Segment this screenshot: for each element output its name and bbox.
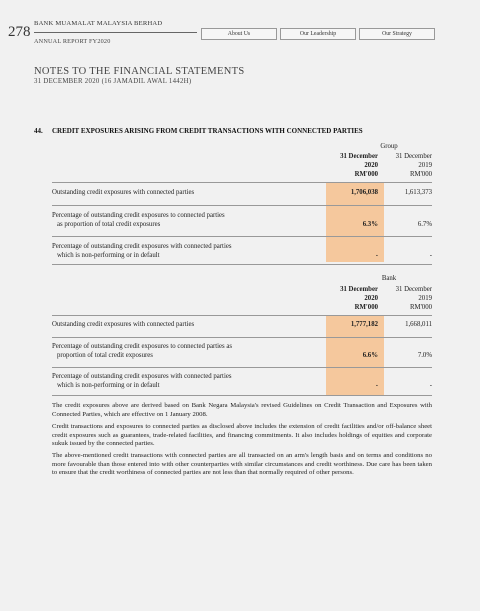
value-prior: 1,613,373 <box>404 189 432 196</box>
row-label-line: Percentage of outstanding credit exposures to connected parties <box>52 212 225 219</box>
page-subtitle: 31 DECEMBER 2020 (16 JAMADIL AWAL 1442H) <box>34 78 192 85</box>
row-label-line: Percentage of outstanding credit exposures to connected parties as <box>52 343 233 350</box>
value-prior: 6.7% <box>417 221 432 228</box>
table-rule <box>52 395 432 396</box>
bank-name: BANK MUAMALAT MALAYSIA BERHAD <box>34 20 163 27</box>
paragraph: Credit transactions and exposures to connected parties as disclosed above includes the extension of credit facilities and/or off-balance sheet credit exposures such as guarantees, trade-related facilities, and financing commitments. It also includes holdings of equities and corporate sukuk issued by the connected parties. <box>52 423 432 448</box>
section-title: CREDIT EXPOSURES ARISING FROM CREDIT TRANSACTIONS WITH CONNECTED PARTIES <box>52 127 363 135</box>
header-current-year <box>318 152 378 179</box>
section-number: 44. <box>34 127 43 135</box>
paragraph: The above-mentioned credit transactions with connected parties are all transacted on an arm's length basis and on terms and conditions no more favourable than those entered into with other counterparties with similar circumstances and credit worthiness. Due care has been taken to ensure that the credit worthiness of connected parties are not less than that normally required of other persons. <box>52 452 432 477</box>
row-label-line: which is non-performing or in default <box>57 251 160 259</box>
row-label-line: which is non-performing or in default <box>57 381 160 389</box>
page-title: NOTES TO THE FINANCIAL STATEMENTS <box>34 66 245 77</box>
value-prior: - <box>429 252 432 259</box>
table-rule <box>52 337 432 338</box>
header-year: 2019 <box>418 295 432 302</box>
header-year: 2019 <box>418 162 432 169</box>
header-unit: RM'000 <box>410 171 432 178</box>
header-divider <box>34 32 197 33</box>
header-date: 31 December <box>340 153 378 160</box>
table-rule <box>52 367 432 368</box>
row-label-line: Outstanding credit exposures with connected parties <box>52 189 195 196</box>
table-rule <box>52 236 432 237</box>
page-number: 278 <box>8 24 31 40</box>
nav-our-leadership[interactable]: Our Leadership <box>280 28 356 40</box>
row-label-line: proportion of total credit exposures <box>57 351 153 359</box>
table-rule <box>52 205 432 206</box>
row-label-line: Percentage of outstanding credit exposures with connected parties <box>52 243 232 250</box>
row-label <box>52 373 232 390</box>
row-label-line: as proportion of total credit exposures <box>57 220 161 228</box>
value-current: 6.6% <box>362 352 378 359</box>
table-group-label: Group <box>380 143 398 150</box>
paragraph: The credit exposures above are derived based on Bank Negara Malaysia's revised Guidelines on Credit Transaction and Exposures with Connected Parties, which are effective on 1 January 2008. <box>52 402 432 418</box>
value-prior: 7.0% <box>417 352 432 359</box>
row-label-line: Percentage of outstanding credit exposures with connected parties <box>52 373 232 380</box>
header-date: 31 December <box>395 286 432 293</box>
row-label-line: Outstanding credit exposures with connected parties <box>52 321 195 328</box>
nav-about-us[interactable]: About Us <box>201 28 277 40</box>
header-unit: RM'000 <box>410 304 432 311</box>
value-current: 6.3% <box>362 221 378 228</box>
header-prior-year <box>372 285 432 312</box>
row-label <box>52 343 232 360</box>
table-group-label: Bank <box>381 275 397 282</box>
value-prior: - <box>429 382 432 389</box>
value-current: 1,777,182 <box>350 321 378 328</box>
report-name: ANNUAL REPORT FY2020 <box>34 38 111 45</box>
header-unit: RM'000 <box>354 171 378 178</box>
header-date: 31 December <box>340 286 378 293</box>
value-current: - <box>375 252 378 259</box>
value-current: 1,706,038 <box>350 189 378 196</box>
header-unit: RM'000 <box>354 304 378 311</box>
header-year: 2020 <box>364 295 378 302</box>
row-label <box>52 189 194 198</box>
header-current-year <box>318 285 378 312</box>
row-label <box>52 243 232 260</box>
value-prior: 1,668,011 <box>405 321 432 328</box>
header-year: 2020 <box>364 162 378 169</box>
table-rule <box>52 264 432 265</box>
row-label <box>52 212 225 229</box>
header-prior-year <box>372 152 432 179</box>
table-rule <box>52 182 432 183</box>
value-current: - <box>375 382 378 389</box>
row-label <box>52 321 194 330</box>
table-rule <box>52 315 432 316</box>
nav-our-strategy[interactable]: Our Strategy <box>359 28 435 40</box>
header-date: 31 December <box>395 153 432 160</box>
